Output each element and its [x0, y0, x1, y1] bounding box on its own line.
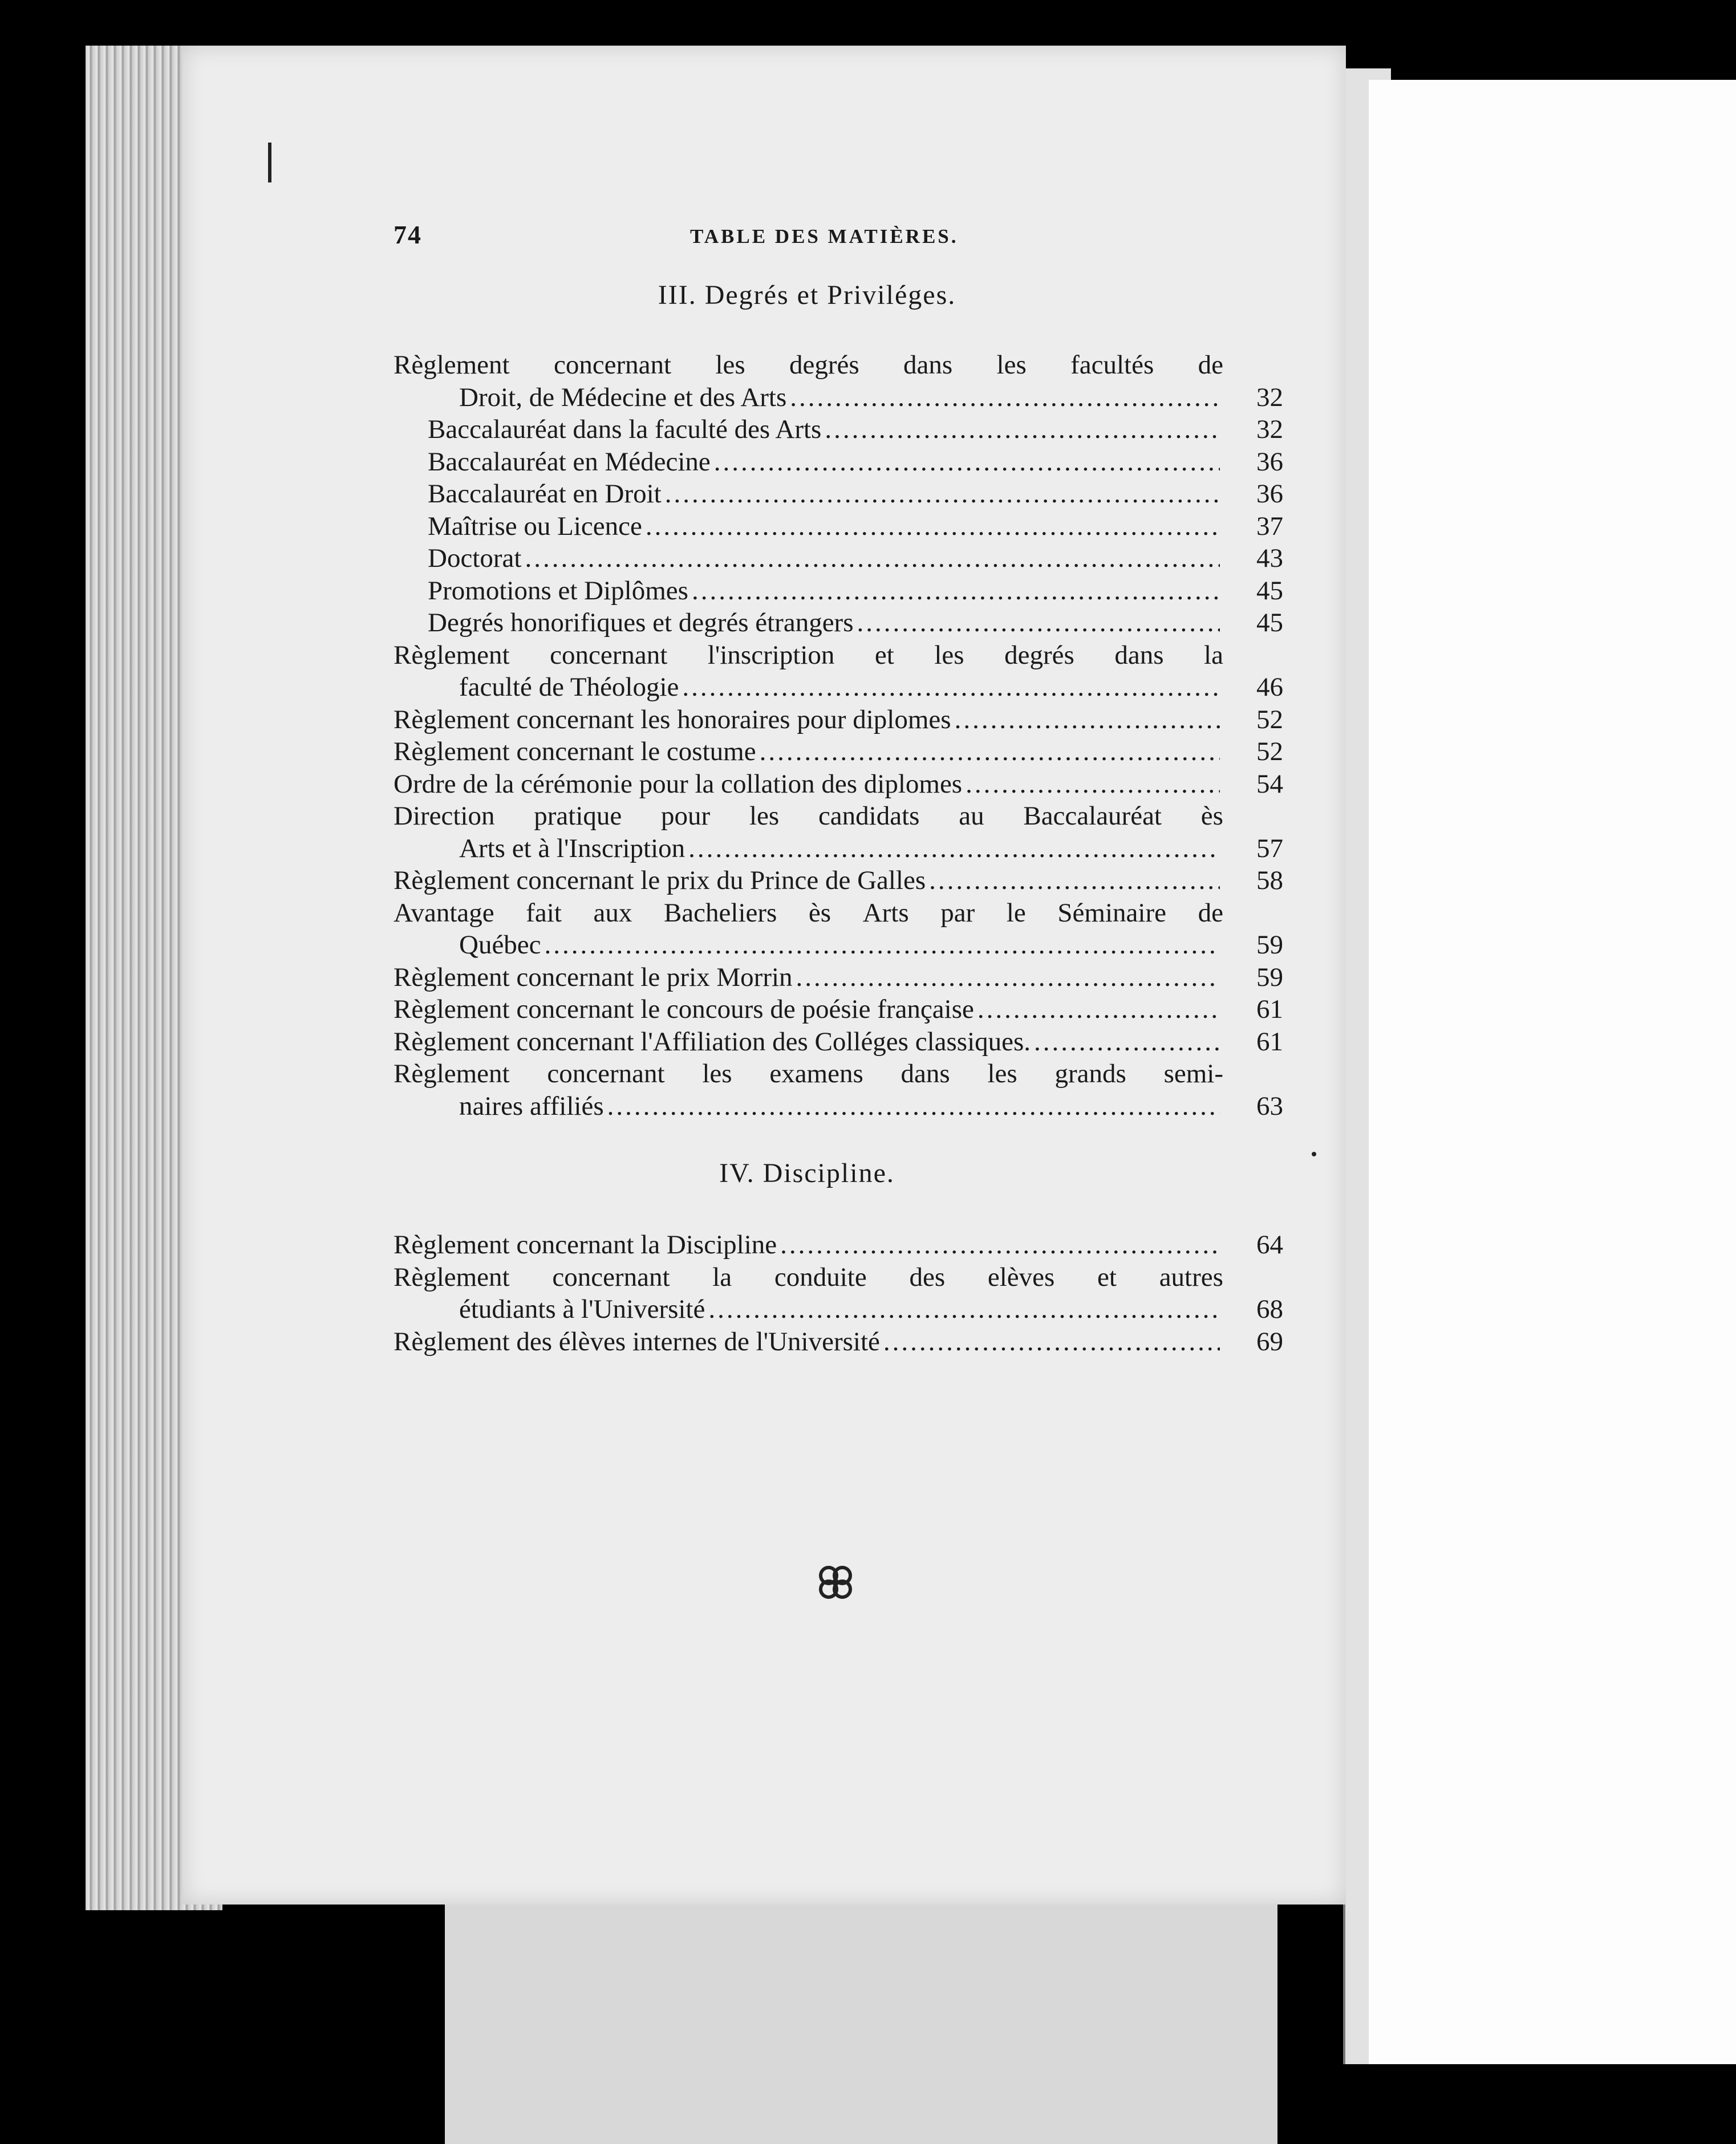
toc-page-number: 37 [1256, 511, 1283, 541]
toc-entry [394, 413, 1283, 446]
toc-page-number: 64 [1256, 1230, 1283, 1260]
toc-entry [394, 864, 1283, 897]
dot-leader [796, 961, 1220, 994]
toc-entry [394, 704, 1283, 736]
page-number: 74 [394, 220, 422, 249]
toc-page-number: 45 [1256, 608, 1283, 637]
dot-leader [883, 1326, 1220, 1358]
toc-page-number: 32 [1256, 415, 1283, 444]
toc-entry [394, 639, 1283, 704]
toc-entry-title: naires affiliés [459, 1091, 604, 1121]
toc-page-number: 36 [1256, 446, 1283, 477]
toc-page-number: 36 [1256, 479, 1283, 509]
toc-entry [394, 349, 1283, 413]
scan-mark [268, 143, 271, 182]
toc-entry-title: Baccalauréat en Médecine [428, 446, 711, 477]
toc-entry-title: Règlement concernant la Discipline [394, 1230, 777, 1260]
scan-speck [1312, 1152, 1316, 1156]
toc-entry-line: Règlement concernant les examens dans les grands semi- [394, 1059, 1223, 1089]
toc-page-number: 46 [1256, 672, 1283, 702]
toc-page-number: 52 [1256, 737, 1283, 766]
toc-entry-title: faculté de Théologie [459, 672, 679, 702]
dot-leader [1034, 1026, 1220, 1058]
toc-entry-line: Règlement concernant l'inscription et les degrés dans la [394, 640, 1223, 670]
dot-leader [857, 607, 1220, 639]
toc-entry [394, 1326, 1283, 1358]
toc-entry-title: Ordre de la cérémonie pour la collation des diplomes [394, 769, 963, 799]
toc-entry-title: Règlement concernant le concours de poésie française [394, 994, 974, 1024]
toc-entry [394, 993, 1283, 1026]
dot-leader [966, 768, 1220, 801]
dot-leader [790, 381, 1220, 414]
toc-entry-line: Avantage fait aux Bacheliers ès Arts par le Séminaire de [394, 898, 1223, 928]
toc-entry-title: Baccalauréat dans la faculté des Arts [428, 415, 822, 444]
toc-entry-line: Direction pratique pour les candidats au Baccalauréat ès [394, 801, 1223, 831]
toc-page-number: 54 [1256, 769, 1283, 799]
blank-facing-sheet [1369, 80, 1736, 2064]
toc-entry [394, 575, 1283, 607]
toc-entry-title: Doctorat [428, 543, 522, 573]
running-head-title: TABLE DES MATIÈRES. [690, 225, 959, 247]
dot-leader [825, 413, 1220, 446]
toc-entry-line: Règlement concernant la conduite des elèves et autres [394, 1262, 1223, 1292]
dot-leader [646, 510, 1220, 543]
dot-leader [929, 864, 1220, 897]
toc-page-number: 43 [1256, 543, 1283, 573]
toc-page-number: 69 [1256, 1326, 1283, 1357]
toc-entry-title: Maîtrise ou Licence [428, 511, 642, 541]
toc-entry-title: Arts et à l'Inscription [459, 833, 686, 863]
toc-entry [394, 542, 1283, 575]
toc-entry-title: étudiants à l'Université [459, 1294, 705, 1324]
toc-page-number: 61 [1256, 994, 1283, 1024]
ornament-icon [813, 1560, 858, 1605]
section-heading-iv: IV. Discipline. [719, 1158, 895, 1188]
toc-entry-title: Promotions et Diplômes [428, 575, 688, 606]
section-heading-iii: III. Degrés et Priviléges. [658, 280, 956, 310]
toc-entry-title: Règlement concernant le prix du Prince de Galles [394, 866, 926, 895]
dot-leader [955, 704, 1220, 736]
toc-entry-title: Règlement des élèves internes de l'Université [394, 1326, 880, 1357]
toc-page-number: 45 [1256, 575, 1283, 606]
toc-page-number: 61 [1256, 1026, 1283, 1057]
toc-entry [394, 510, 1283, 543]
toc-page-number: 52 [1256, 704, 1283, 734]
toc-page-number: 32 [1256, 382, 1283, 412]
dot-leader [708, 1293, 1220, 1326]
toc-entry-title: Baccalauréat en Droit [428, 479, 662, 509]
toc-entry-line: Règlement concernant les degrés dans les facultés de [394, 350, 1223, 380]
dot-leader [545, 929, 1220, 961]
toc-entry [394, 768, 1283, 801]
toc-page-number: 63 [1256, 1091, 1283, 1121]
toc-entry-title: Règlement concernant les honoraires pour diplomes [394, 704, 951, 734]
toc-entry [394, 961, 1283, 994]
dot-leader [692, 575, 1220, 607]
toc-page-number: 59 [1256, 962, 1283, 992]
toc-entry [394, 1026, 1283, 1058]
toc-page-number: 58 [1256, 866, 1283, 895]
toc-page-number: 59 [1256, 930, 1283, 960]
toc-entry-title: Degrés honorifiques et degrés étrangers [428, 608, 854, 637]
dot-leader [714, 446, 1220, 478]
toc-page-number: 68 [1256, 1294, 1283, 1324]
toc-entry [394, 1229, 1283, 1261]
dot-leader [780, 1229, 1220, 1261]
dot-leader [665, 478, 1220, 510]
toc-section-iii [394, 349, 1283, 1122]
toc-entry-title: Règlement concernant l'Affiliation des Colléges classiques. [394, 1026, 1031, 1057]
toc-entry [394, 1261, 1283, 1326]
toc-entry-title: Règlement concernant le costume [394, 737, 756, 766]
toc-entry [394, 446, 1283, 478]
toc-page-number: 57 [1256, 833, 1283, 863]
dot-leader [682, 671, 1220, 704]
under-page [445, 1893, 1277, 2144]
dot-leader [760, 736, 1220, 768]
dot-leader [607, 1090, 1220, 1123]
dot-leader [525, 542, 1220, 575]
toc-entry [394, 897, 1283, 961]
toc-entry [394, 736, 1283, 768]
toc-section-iv [394, 1229, 1283, 1358]
toc-entry [394, 607, 1283, 639]
dot-leader [977, 993, 1220, 1026]
toc-entry-title: Québec [459, 930, 541, 960]
toc-entry [394, 800, 1283, 864]
toc-entry [394, 478, 1283, 510]
toc-entry-title: Droit, de Médecine et des Arts [459, 382, 787, 412]
toc-entry [394, 1058, 1283, 1122]
toc-entry-title: Règlement concernant le prix Morrin [394, 962, 793, 992]
dot-leader [688, 833, 1220, 865]
